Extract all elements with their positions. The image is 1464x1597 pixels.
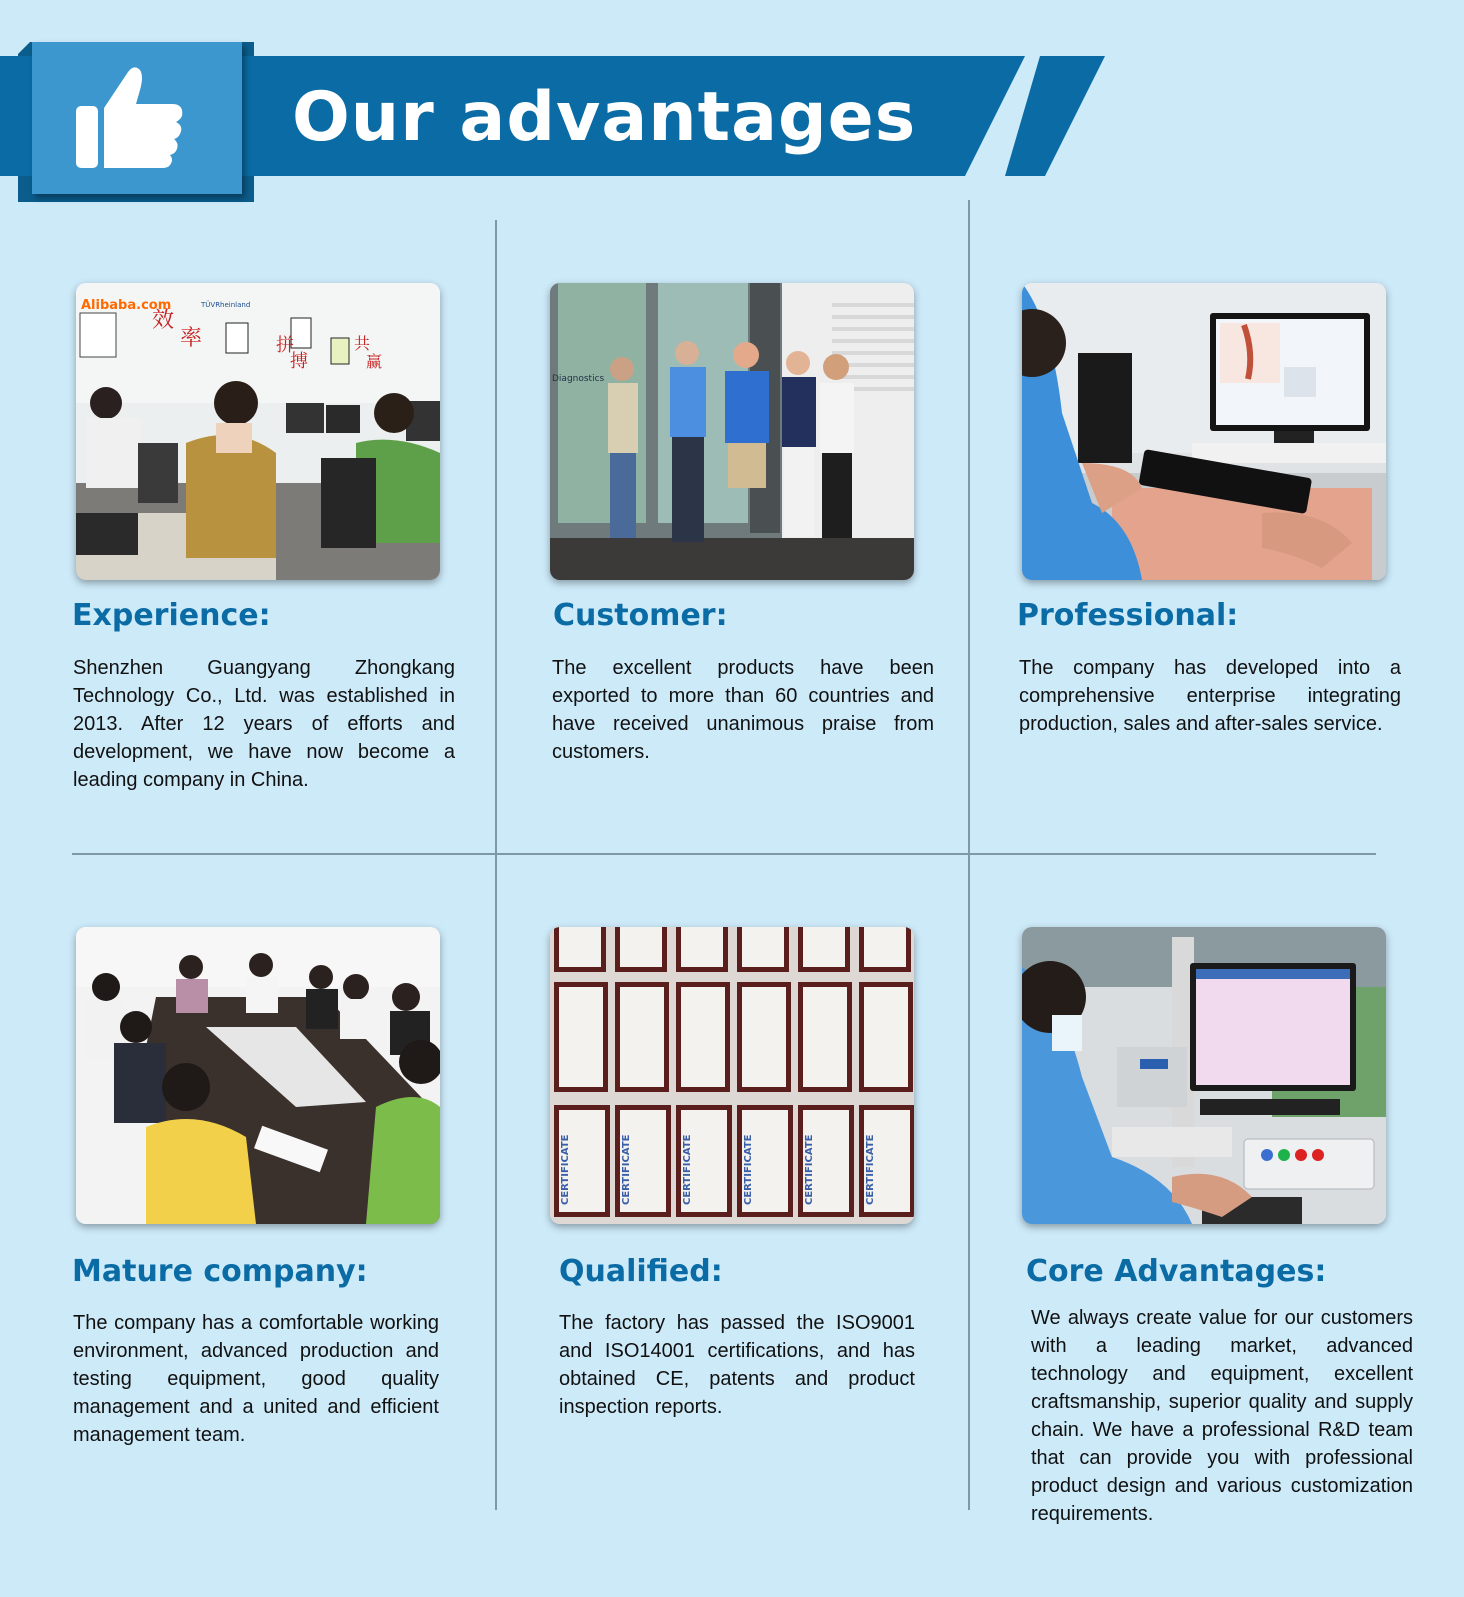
thumbs-up-icon: [76, 64, 188, 172]
card-text-experience: Shenzhen Guangyang Zhongkang Technology Co., Ltd. was established in 2013. After 12 years of efforts and development, we have now become a leading company in China.: [73, 657, 455, 791]
certificate-label: CERTIFICATE: [621, 1134, 632, 1205]
photo-meeting: [76, 927, 440, 1224]
card-text-customer: The excellent products have been exported to more than 60 countries and have received unanimous praise from customers.: [552, 657, 934, 763]
photo-office: [76, 283, 440, 580]
certificate-paper: [559, 987, 603, 1087]
svg-text:赢: 赢: [366, 352, 383, 371]
card-title-professional: Professional:: [1017, 598, 1239, 633]
photo-customers: [550, 283, 914, 580]
svg-text:搏: 搏: [290, 351, 308, 372]
card-text-core-advantages: We always create value for our customers with a leading market, advanced technology and equipment, excellent craftsmanship, superior quality and supply chain. We have a professional R&D team that can provide you with professional product design and various customization requirements.: [1031, 1307, 1413, 1525]
svg-text:共: 共: [354, 334, 371, 353]
certificate-label: CERTIFICATE: [865, 1134, 876, 1205]
card-text-qualified: The factory has passed the ISO9001 and ISO14001 certifications, and has obtained CE, patents and product inspection reports.: [559, 1312, 915, 1418]
certificate-paper: [681, 927, 723, 967]
certificate-label: CERTIFICATE: [682, 1134, 693, 1205]
certificate-label: CERTIFICATE: [560, 1134, 571, 1205]
header-stripe: [1005, 56, 1105, 176]
photo-laser-station: [1022, 927, 1386, 1224]
certificate-label: CERTIFICATE: [743, 1134, 754, 1205]
grid-divider-vertical-2: [968, 200, 970, 1510]
certificate-paper: [681, 987, 725, 1087]
card-title-qualified: Qualified:: [559, 1254, 723, 1289]
door-sign: Diagnostics: [552, 374, 605, 384]
card-text-mature-company: The company has a comfortable working environment, advanced production and testing equipment, good quality management and a united and efficient management team.: [73, 1312, 439, 1446]
card-title-experience: Experience:: [72, 598, 271, 633]
tuv-logo: TÜVRheinland: [201, 301, 251, 309]
certificate-paper: [620, 987, 664, 1087]
page-title: Our advantages: [292, 78, 917, 157]
header-badge: [32, 42, 242, 194]
card-title-customer: Customer:: [553, 598, 728, 633]
certificate-paper: [864, 927, 906, 967]
card-title-core-advantages: Core Advantages:: [1026, 1254, 1327, 1289]
svg-text:率: 率: [180, 326, 203, 351]
certificate-label: CERTIFICATE: [804, 1134, 815, 1205]
svg-text:拼: 拼: [276, 335, 294, 356]
photo-certificates: [550, 927, 914, 1224]
certificate-paper: [803, 987, 847, 1087]
svg-text:效: 效: [152, 308, 175, 333]
grid-divider-vertical-1: [495, 220, 497, 1510]
card-text-professional: The company has developed into a comprehensive enterprise integrating production, sales and after-sales service.: [1019, 657, 1401, 735]
grid-divider-horizontal: [72, 853, 1376, 855]
certificate-paper: [864, 987, 908, 1087]
photo-workstation: [1022, 283, 1386, 580]
certificate-paper: [620, 927, 662, 967]
certificate-paper: [803, 927, 845, 967]
certificate-paper: [742, 987, 786, 1087]
alibaba-logo: Alibaba.com: [81, 298, 172, 313]
certificate-paper: [742, 927, 784, 967]
certificate-paper: [559, 927, 601, 967]
card-title-mature-company: Mature company:: [72, 1254, 368, 1289]
